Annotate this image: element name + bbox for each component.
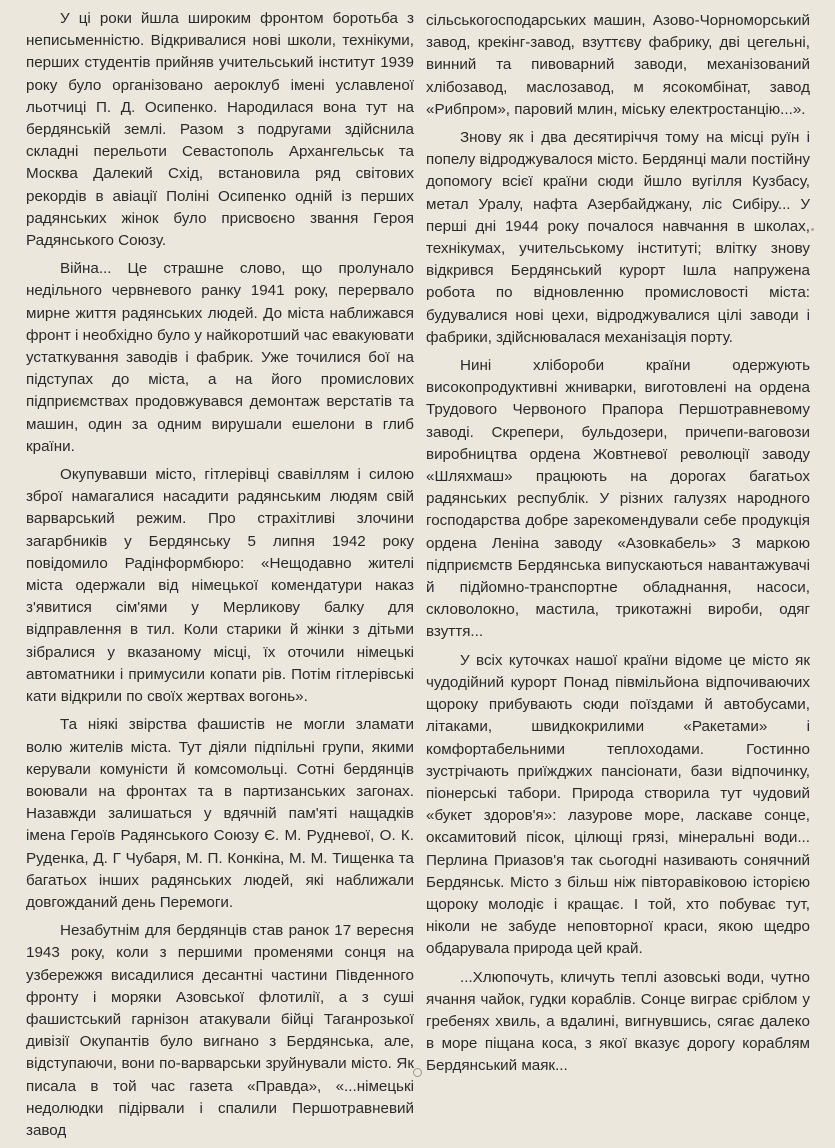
paragraph-resort: У всіх куточках нашої країни відоме це місто як чудодійний курорт Понад півмільйона відпочиваючих щороку прибувають сюди поїздами й автобусами, літаками, швидкокрилими «Ракетами» і комфортабельними теплоходами. Гостинно зустрічають приїжджих пансіонати, бази відпочинку, піонерські табори. Природа створила тут чудовий «букет здоров'я»: лазурове море, ласкаве сонце, оксамитовий пісок, цілющі грязі, мінеральні води... Перлина Приазов'я так сьогодні називають сонячний Бердянськ. Місто з більш ніж півторавіковою історією щороку молодіє і кращає. І той, хто побуває тут, ніколи не забуде неповторної краси, якою щедро обдарувала природа цей край.	[426, 651, 810, 958]
paragraph-liberation: Незабутнім для бердянців став ранок 17 вересня 1943 року, коли з першими променями сонця на узбережжя висадилися десантні частини Південного фронту і моряки Азовської флотилії, а з суші фашистський гарнізон атакували бійці Таганрозької дивізії Окупантів було вигнано з Бердянська, але, відступаючи, вони по-варварськи зруйнували місто. Як писала в той час газета «Правда», «...німецькі недолюдки підірвали і спалили Першотравневий завод	[26, 922, 414, 1139]
page-bottom-mark	[413, 1068, 422, 1077]
paragraph-war: Війна... Це страшне слово, що пролунало недільного червневого ранку 1941 року, перервало мирне життя радянських людей. До міста наближався фронт і необхідно було у найкоротший час евакуювати устаткування заводів і фабрик. Уже точилися бої на підступах до міста, а на його промислових підприємствах продовжувався демонтаж верстатів та машин, один за одним вирушали ешелони в глиб країни.	[26, 260, 414, 455]
paragraph-industry: Нині хлібороби країни одержують високопродуктивні жниварки, виготовлені на ордена Трудового Червоного Прапора Першотравневому заводі. Скрепери, бульдозери, причепи-ваговози виробництва ордена Жовтневої революції заводу «Шляхмаш» працюють на дорогах багатьох радянських республік. У різних галузях народного господарства добре зарекомендували себе продукція ордена Леніна заводу «Азовкабель» З маркою підприємств Бердянська випускаються навантажувачі й підйомно-транспортне обладнання, насоси, скловолокно, мастила, трикотажні вироби, одяг взуття...	[426, 357, 810, 641]
right-text-column	[426, 10, 810, 1084]
margin-speck	[811, 228, 814, 231]
paragraph-liberation-continued: сільськогосподарських машин, Азово-Чорноморський завод, крекінг-завод, взуттєву фабрику, дві цегельні, винний та пивоварний заводи, механізований хлібозавод, маслозавод, м ясокомбінат, завод «Рибпром», паровий млин, міську електростанцію...».	[426, 12, 810, 118]
paragraph-literacy: У ці роки йшла широким фронтом боротьба з неписьменністю. Відкривалися нові школи, технікуми, перших студентів прийняв учительський інститут 1939 року було організовано аероклуб імені уславленої льотчиці П. Д. Осипенко. Народилася вона тут на бердянській землі. Разом з подругами здійснила складні перельоти Севастополь Архангельськ та Москва Далекий Схід, встановила ряд світових рекордів в авіації Поліні Осипенко одній із перших радянських жінок було присвоєно звання Героя Радянського Союзу.	[26, 10, 414, 250]
paragraph-closing: ...Хлюпочуть, кличуть теплі азовські води, чутно ячання чайок, гудки кораблів. Сонце виграє сріблом у гребенях хвиль, а вдалині, вигнувшись, сягає далеко в море піщана коса, з якої вказує дорогу кораблям Бердянський маяк...	[426, 968, 810, 1075]
left-text-column	[26, 8, 414, 1148]
paragraph-resistance: Та ніякі звірства фашистів не могли зламати волю жителів міста. Тут діяли підпільні групи, якими керували комуністи й комсомольці. Сотні бердянців воювали на фронтах та в партизанських загонах. Назавжди залишаться у вдячній пам'яті нащадків імена Героїв Радянського Союзу Є. М. Рудневої, О. К. Руденка, Д. Г Чубаря, М. П. Конкіна, М. М. Тищенка та багатьох інших радянських людей, які наближали довгожданий день Перемоги.	[26, 716, 414, 911]
paragraph-reconstruction: Знову як і два десятиріччя тому на місці руїн і попелу відроджувалося місто. Бердянці мали постійну допомогу всієї країни сюди йшло вугілля Кузбасу, метал Уралу, нафта Азербайджану, ліс Сибіру... У перші дні 1944 року почалося навчання в школах, технікумах, учительському інституті; влітку знову відкрився Бердянський курорт Ішла напружена робота по відновленню промисловості міста: будувалися нові цехи, відроджувалися цілі заводи і фабрики, здійснювалася механізація порту.	[426, 129, 810, 346]
paragraph-occupation: Окупувавши місто, гітлерівці свавіллям і силою зброї намагалися насадити радянським людям свій варварський режим. Про страхітливі злочини загарбників у Бердянську 5 липня 1942 року повідомило Радінформбюро: «Нещодавно жителі міста одержали від німецької комендатури наказ з'явитися сім'ями у Мерликову балку для відправлення в тил. Коли старики й жінки з дітьми зібралися у вказаному місці, їх оточили німецькі автоматники і примусили копати рів. Потім гітлерівські кати відкрили по своїх жертвах вогонь».	[26, 466, 414, 706]
